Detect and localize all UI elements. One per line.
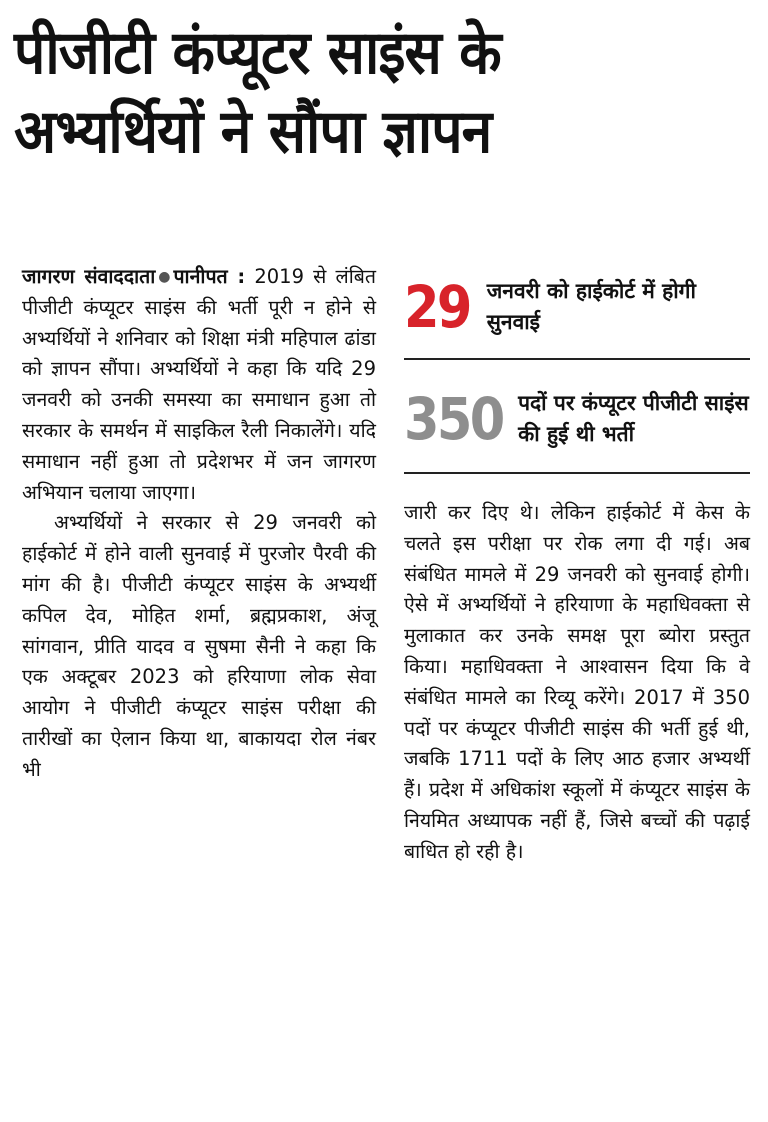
dateline-location: पानीपत : <box>173 265 246 288</box>
left-paragraph-1 <box>22 262 376 508</box>
fact-text-posts: पदों पर कंप्यूटर पीजीटी साइंस की हुई थी भर्ती <box>518 390 749 446</box>
byline: जागरण संवाददाता <box>22 265 156 288</box>
left-paragraph-1-text: 2019 से लंबित पीजीटी कंप्यूटर साइंस की भर्ती पूरी न होने से अभ्यर्थियों ने शनिवार को शिक्षा मंत्री महिपाल ढांडा को ज्ञापन सौंपा। अभ्यर्थियों ने कहा कि यदि 29 जनवरी को उनकी समस्या का समाधान हुआ तो सरकार के समर्थन में साइकिल रैली निकालेंगे। यदि समाधान नहीं हुआ तो प्रदेशभर में जन जागरण अभियान चलाया जाएगा। <box>22 265 376 504</box>
fact-box-hearing <box>404 266 750 348</box>
bullet-dot-icon: ● <box>155 269 174 285</box>
fact-number-350: 350 <box>404 385 503 453</box>
left-paragraph-2: अभ्यर्थियों ने सरकार से 29 जनवरी को हाईकोर्ट में होने वाली सुनवाई में पुरजोर पैरवी की मांग की है। पीजीटी कंप्यूटर साइंस के अभ्यर्थी कपिल देव, मोहित शर्मा, ब्रह्मप्रकाश, अंजू सांगवान, प्रीति यादव व सुषमा सैनी ने कहा कि एक अक्टूबर 2023 को हरियाणा लोक सेवा आयोग ने पीजीटी कंप्यूटर साइंस परीक्षा की तारीखों का ऐलान किया था, बाकायदा रोल नंबर भी <box>22 511 376 781</box>
divider-rule <box>404 472 750 474</box>
divider-rule <box>404 358 750 360</box>
fact-text-hearing: जनवरी को हाईकोर्ट में होगी सुनवाई <box>486 278 696 334</box>
left-column <box>22 262 376 786</box>
headline-line-1: पीजीटी कंप्यूटर साइंस के <box>14 18 501 88</box>
headline-line-2: अभ्यर्थियों ने सौंपा ज्ञापन <box>14 97 492 168</box>
fact-number-29: 29 <box>404 273 470 341</box>
right-paragraph-1: जारी कर दिए थे। लेकिन हाईकोर्ट में केस के चलते इस परीक्षा पर रोक लगा दी गई। अब संबंधित मामले में 29 जनवरी को सुनवाई होगी। ऐसे में अभ्यर्थियों ने हरियाणा के महाधिवक्ता से मुलाकात कर उनके समक्ष पूरा ब्योरा प्रस्तुत किया। महाधिवक्ता ने आश्वासन दिया कि वे संबंधित मामले का रिव्यू करेंगे। 2017 में 350 पदों पर कंप्यूटर पीजीटी साइंस की भर्ती हुई थी, जबकि 1711 पदों के लिए आठ हजार अभ्यर्थी हैं। प्रदेश में अधिकांश स्कूलों में कंप्यूटर साइंस के नियमित अध्यापक नहीं हैं, जिसे बच्चों की पढ़ाई बाधित हो रही है। <box>404 501 750 863</box>
headline <box>14 14 695 172</box>
fact-box-posts <box>404 378 750 460</box>
right-column <box>404 498 750 868</box>
